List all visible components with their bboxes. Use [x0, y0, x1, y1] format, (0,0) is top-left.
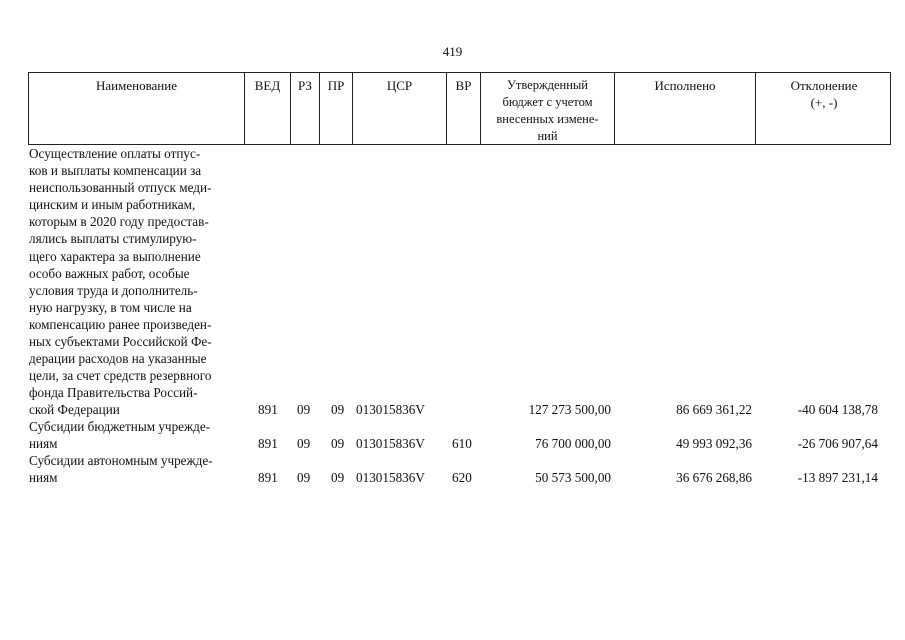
row-name-line: цели, за счет средств резервного	[29, 368, 212, 384]
row-name-line: ниям	[29, 470, 58, 486]
column-header-vr: ВР	[447, 73, 481, 144]
column-header-budget	[481, 73, 615, 144]
cell-budget: 76 700 000,00	[535, 436, 611, 451]
deviation-header-line: (+, -)	[810, 95, 838, 110]
row-name-line: Субсидии автономным учрежде-	[29, 453, 213, 468]
row-name-line: компенсацию ранее произведен-	[29, 316, 212, 332]
cell-ved: 891	[258, 402, 278, 417]
column-header-rz: РЗ	[291, 73, 320, 144]
budget-header-line: внесенных измене-	[496, 112, 599, 126]
budget-header-line: бюджет с учетом	[502, 95, 593, 109]
column-header-name: Наименование	[29, 73, 245, 144]
cell-ved: 891	[258, 436, 278, 451]
cell-deviation: -26 706 907,64	[797, 436, 878, 451]
row-name-line: фонда Правительства Россий-	[29, 385, 198, 401]
column-header-ved: ВЕД	[245, 73, 291, 144]
cell-ved: 891	[258, 470, 278, 485]
table-header	[28, 72, 891, 145]
cell-rz: 09	[297, 402, 311, 417]
row-name-cell	[29, 418, 244, 452]
row-name-line: ниям	[29, 436, 58, 452]
cell-budget: 50 573 500,00	[535, 470, 611, 485]
deviation-header-line: Отклонение	[790, 78, 858, 93]
row-name-line: щего характера за выполнение	[29, 248, 201, 264]
row-name-line: особо важных работ, особые	[29, 265, 190, 281]
cell-csr: 013015836V	[356, 436, 425, 451]
column-header-csr: ЦСР	[353, 73, 447, 144]
cell-done: 36 676 268,86	[676, 470, 752, 485]
row-name-line: Осуществление оплаты отпус-	[29, 146, 201, 161]
row-name-line: которым в 2020 году предостав-	[29, 214, 209, 230]
cell-deviation: -40 604 138,78	[797, 402, 878, 417]
row-name-line: условия труда и дополнитель-	[29, 282, 198, 298]
row-name-cell	[29, 452, 244, 486]
column-header-deviation	[756, 73, 892, 144]
page-number: 419	[442, 44, 463, 59]
cell-csr: 013015836V	[356, 470, 425, 485]
cell-vr: 620	[452, 470, 472, 485]
column-header-done: Исполнено	[615, 73, 756, 144]
row-name-line: ков и выплаты компенсации за	[29, 163, 202, 179]
budget-header-line: Утвержденный	[507, 78, 588, 92]
row-name-line: ных субъектами Российской Фе-	[29, 334, 212, 350]
cell-vr: 610	[452, 436, 472, 451]
cell-pr: 09	[331, 402, 345, 417]
row-name-line: Субсидии бюджетным учрежде-	[29, 419, 211, 434]
cell-pr: 09	[331, 470, 345, 485]
row-name-line: лялись выплаты стимулирую-	[29, 231, 197, 247]
cell-budget: 127 273 500,00	[528, 402, 611, 417]
row-name-line: неиспользованный отпуск меди-	[29, 180, 212, 196]
cell-pr: 09	[331, 436, 345, 451]
row-name-line: цинским и иным работникам,	[29, 197, 196, 213]
row-name-cell	[29, 145, 244, 419]
row-name-line: дерации расходов на указанные	[29, 351, 207, 367]
row-name-line: ную нагрузку, в том числе на	[29, 299, 192, 315]
cell-rz: 09	[297, 470, 311, 485]
budget-header-line: ний	[537, 129, 558, 143]
cell-rz: 09	[297, 436, 311, 451]
cell-done: 49 993 092,36	[676, 436, 752, 451]
row-name-line: ской Федерации	[29, 402, 120, 418]
cell-deviation: -13 897 231,14	[797, 470, 878, 485]
cell-csr: 013015836V	[356, 402, 425, 417]
cell-done: 86 669 361,22	[676, 402, 752, 417]
column-header-pr: ПР	[320, 73, 353, 144]
